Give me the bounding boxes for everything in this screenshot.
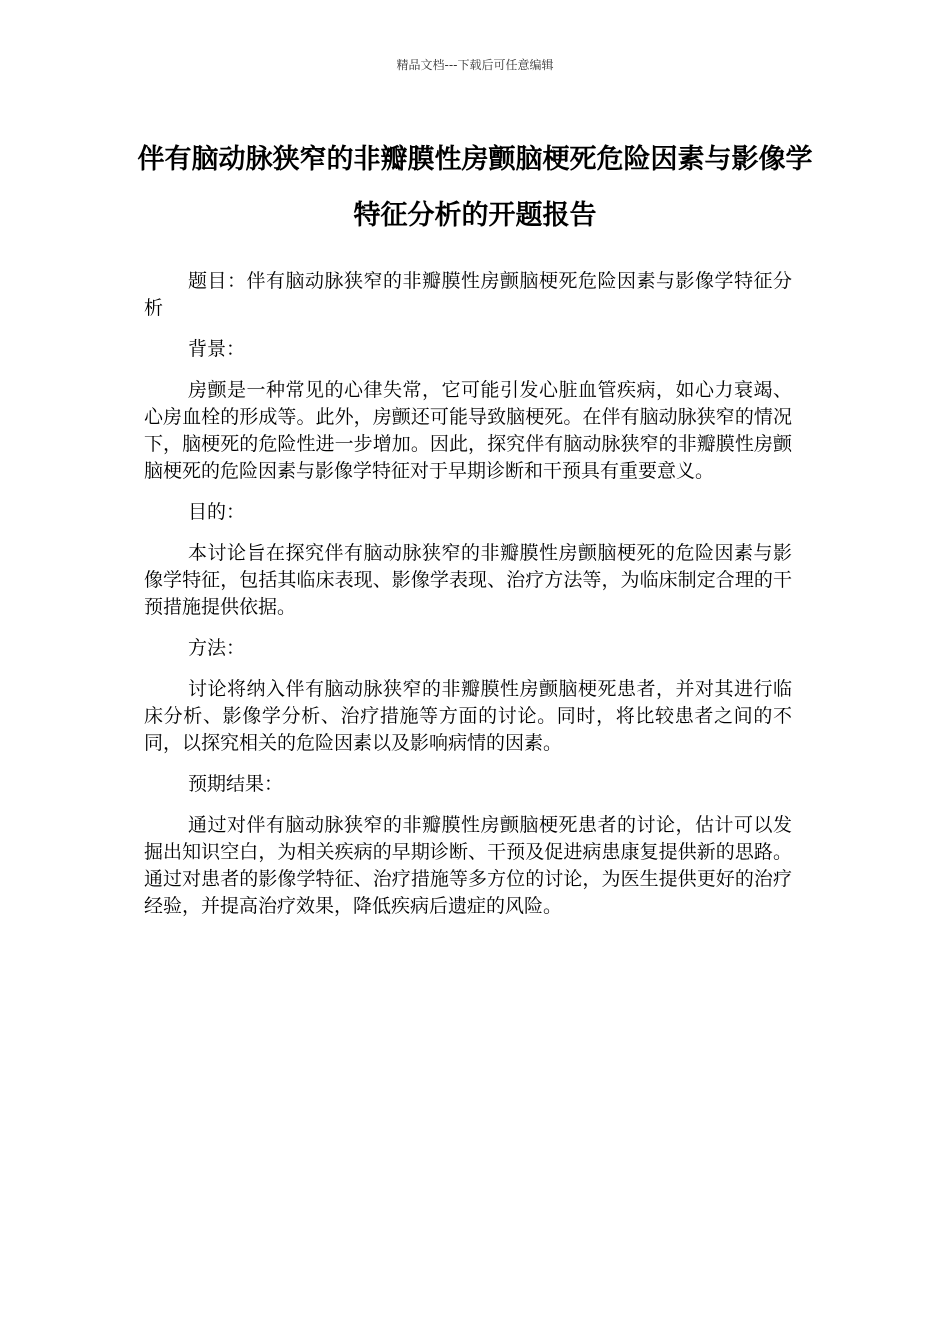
header-note: 精品文档---下载后可任意编辑 xyxy=(396,58,554,72)
expected-results-paragraph: 通过对伴有脑动脉狭窄的非瓣膜性房颤脑梗死患者的讨论，估计可以发掘出知识空白，为相关疾病的早期诊断、干预及促进病患康复提供新的思路。通过对患者的影像学特征、治疗措施等多方位的讨论，为医生提供更好的治疗经验，并提高治疗效果，降低疾病后遗症的风险。 xyxy=(144,814,792,917)
background-heading: 背景： xyxy=(188,338,246,360)
purpose-heading: 目的： xyxy=(188,501,246,523)
background-paragraph: 房颤是一种常见的心律失常，它可能引发心脏血管疾病，如心力衰竭、心房血栓的形成等。此外，房颤还可能导致脑梗死。在伴有脑动脉狭窄的情况下，脑梗死的危险性进一步增加。因此，探究伴有脑动脉狭窄的非瓣膜性房颤脑梗死的危险因素与影像学特征对于早期诊断和干预具有重要意义。 xyxy=(144,379,792,482)
topic-paragraph: 题目：伴有脑动脉狭窄的非瓣膜性房颤脑梗死危险因素与影像学特征分析 xyxy=(144,270,792,319)
document-body xyxy=(144,268,792,934)
method-paragraph: 讨论将纳入伴有脑动脉狭窄的非瓣膜性房颤脑梗死患者，并对其进行临床分析、影像学分析、治疗措施等方面的讨论。同时，将比较患者之间的不同，以探究相关的危险因素以及影响病情的因素。 xyxy=(144,678,792,754)
expected-results-heading: 预期结果： xyxy=(188,773,284,795)
method-heading: 方法： xyxy=(188,637,246,659)
purpose-paragraph: 本讨论旨在探究伴有脑动脉狭窄的非瓣膜性房颤脑梗死的危险因素与影像学特征，包括其临床表现、影像学表现、治疗方法等，为临床制定合理的干预措施提供依据。 xyxy=(144,542,792,618)
document-title: 伴有脑动脉狭窄的非瓣膜性房颤脑梗死危险因素与影像学特征分析的开题报告 xyxy=(137,144,813,231)
